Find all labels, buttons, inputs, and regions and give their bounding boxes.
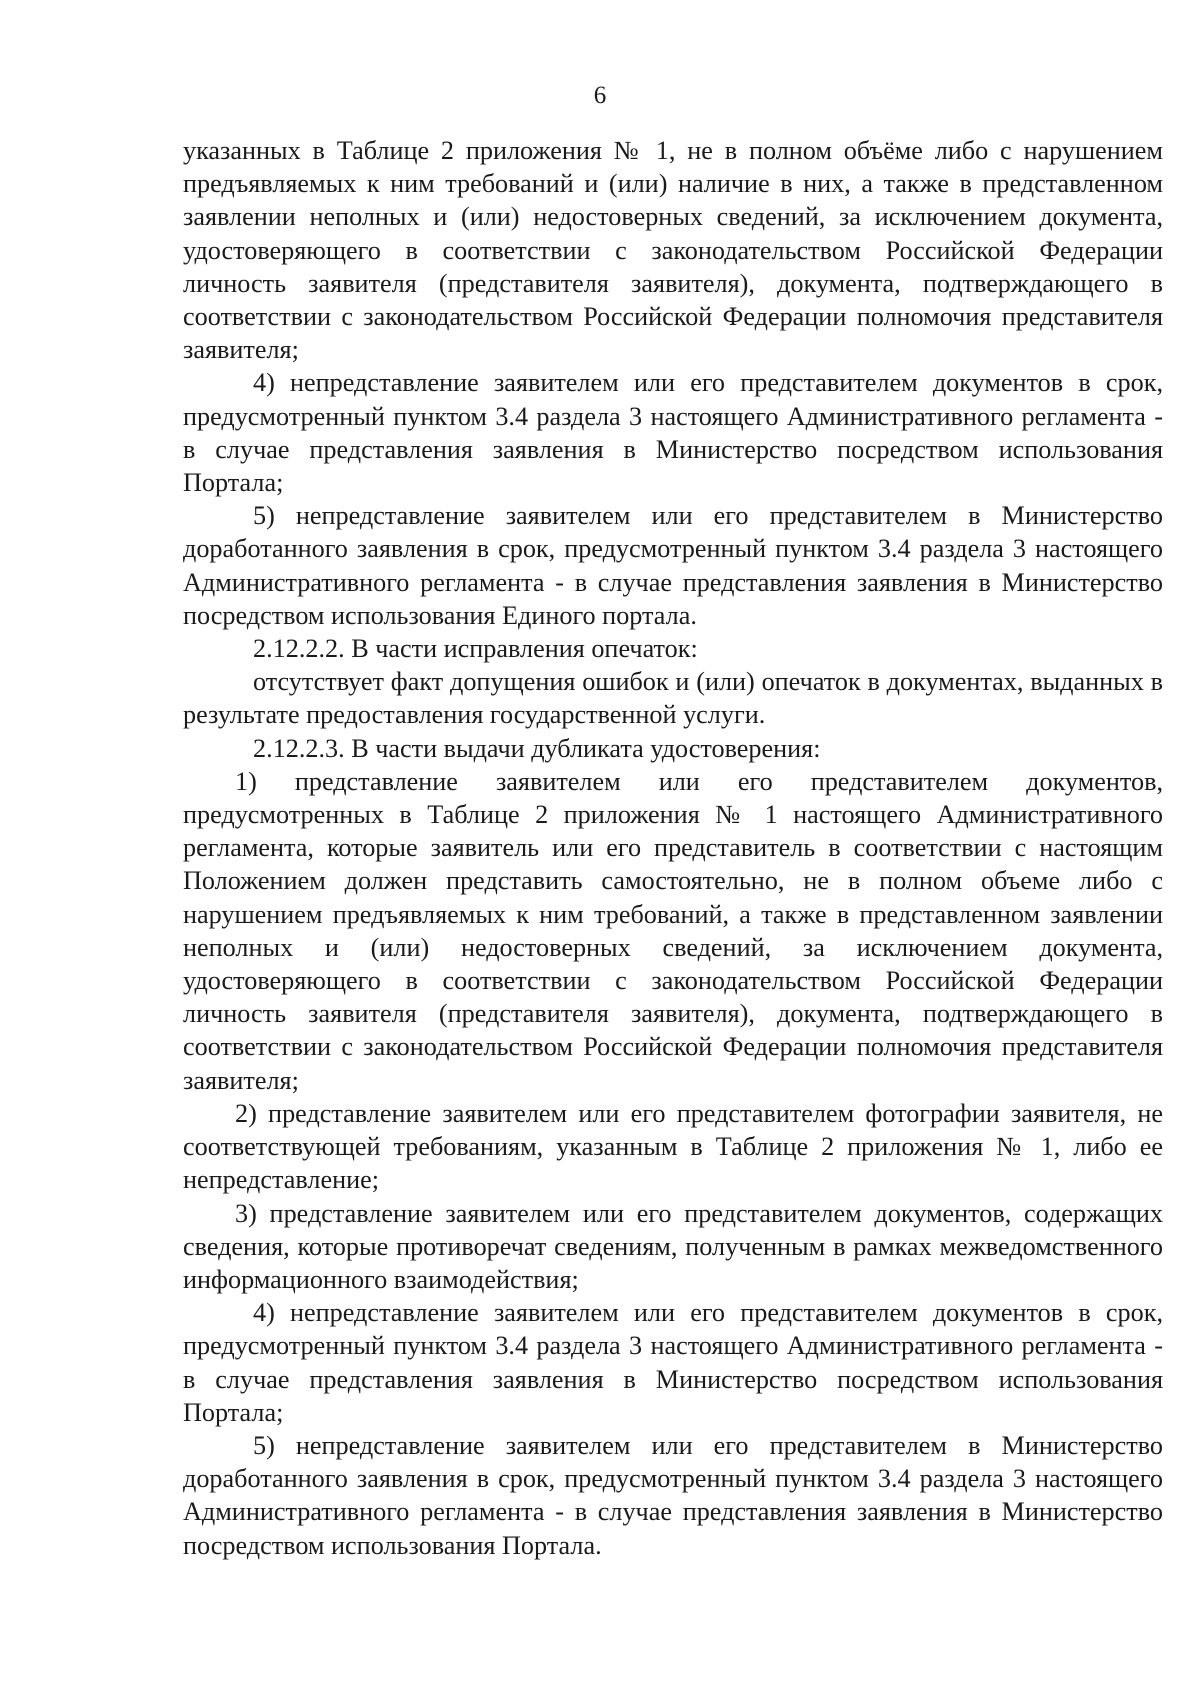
document-body: [183, 134, 1163, 1562]
section-heading-2-12-2-2: 2.12.2.2. В части исправления опечаток:: [253, 634, 698, 664]
section-heading-2-12-2-3: 2.12.2.3. В части выдачи дубликата удостоверения:: [253, 733, 821, 763]
paragraph-continuation: указанных в Таблице 2 приложения № 1, не в полном объёме либо с нарушением предъявляемых к ним требований и (или) наличие в них, а также в представленном заявлении неполных и (или) недостоверных сведений, за исключением документа, удостоверяющего в соответствии с законодательством Российской Федерации личность заявителя (представителя заявителя), документа, подтверждающего в соответствии с законодательством Российской Федерации полномочия представителя заявителя;: [183, 136, 1163, 365]
paragraph-duplicate-item-2: 2) представление заявителем или его представителем фотографии заявителя, не соответствующей требованиям, указанным в Таблице 2 приложения № 1, либо ее непредставление;: [183, 1098, 1163, 1195]
paragraph-duplicate-item-4: 4) непредставление заявителем или его представителем документов в срок, предусмотренный пунктом 3.4 раздела 3 настоящего Административного регламента - в случае представления заявления в Министерство посредством использования Портала;: [183, 1298, 1163, 1427]
page-number: 6: [593, 82, 607, 109]
paragraph-duplicate-item-5: 5) непредставление заявителем или его представителем в Министерство доработанного заявления в срок, предусмотренный пунктом 3.4 раздела 3 настоящего Административного регламента - в случае представления заявления в Министерство посредством использования Портала.: [183, 1430, 1163, 1560]
paragraph-duplicate-item-3: 3) представление заявителем или его представителем документов, содержащих сведения, которые противоречат сведениям, полученным в рамках межведомственного информационного взаимодействия;: [183, 1198, 1163, 1294]
paragraph-typo-fact: отсутствует факт допущения ошибок и (или) опечаток в документах, выданных в результате предоставления государственной услуги.: [183, 667, 1163, 730]
paragraph-item-5: 5) непредставление заявителем или его представителем в Министерство доработанного заявления в срок, предусмотренный пунктом 3.4 раздела 3 настоящего Административного регламента - в случае представления заявления в Министерство посредством использования Единого портала.: [183, 501, 1163, 630]
paragraph-duplicate-item-1: 1) представление заявителем или его представителем документов, предусмотренных в Таблице 2 приложения № 1 настоящего Административного регламента, которые заявитель или его представитель в соответствии с настоящим Положением должен представить самостоятельно, не в полном объеме либо с нарушением предъявляемых к ним требований, а также в представленном заявлении неполных и (или) недостоверных сведений, за исключением документа, удостоверяющего в соответствии с законодательством Российской Федерации личность заявителя (представителя заявителя), документа, подтверждающего в соответствии с законодательством Российской Федерации полномочия представителя заявителя;: [183, 766, 1163, 1095]
paragraph-item-4: 4) непредставление заявителем или его представителем документов в срок, предусмотренный пунктом 3.4 раздела 3 настоящего Административного регламента - в случае представления заявления в Министерство посредством использования Портала;: [183, 368, 1163, 498]
